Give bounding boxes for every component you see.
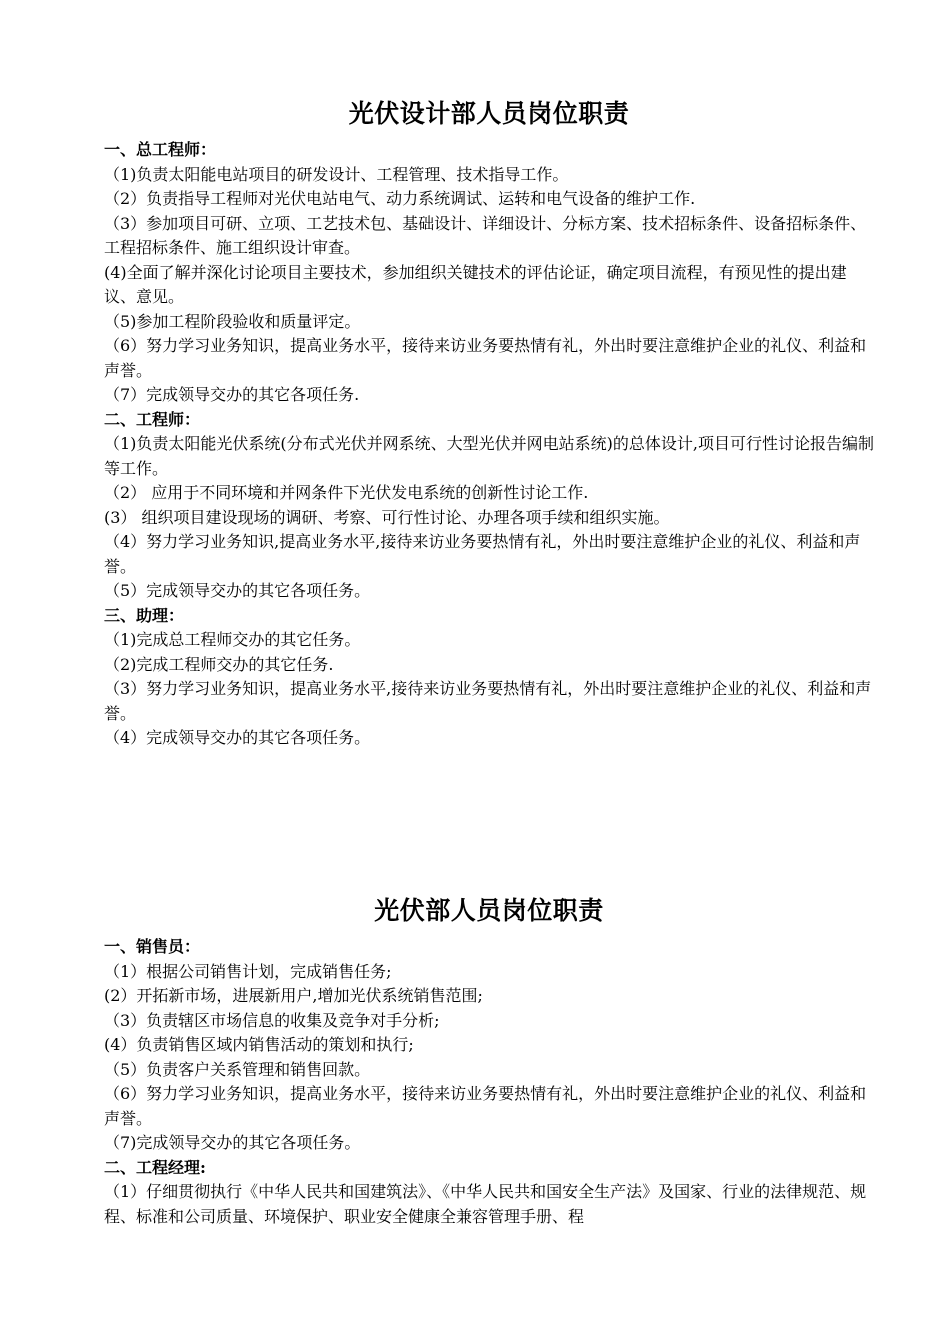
- duty-item: （1)负责太阳能光伏系统(分布式光伏并网系统、大型光伏并网电站系统)的总体设计,项目可行性讨论报告编制等工作。: [104, 434, 874, 478]
- duty-item: （2)完成工程师交办的其它任务.: [104, 654, 334, 674]
- role-heading: 一、销售员：: [104, 937, 201, 956]
- duty-item: （5）完成领导交办的其它各项任务。: [104, 581, 371, 600]
- duty-item: （4）完成领导交办的其它各项任务。: [104, 728, 371, 747]
- duty-item: (4)全面了解并深化讨论项目主要技术，参加组织关键技术的评估论证，确定项目流程，有预见性的提出建议、意见。: [104, 262, 847, 306]
- duty-item: (2）开拓新市场，进展新用户,增加光伏系统销售范围;: [104, 986, 483, 1005]
- duty-item: （2）负责指导工程师对光伏电站电气、动力系统调试、运转和电气设备的维护工作.: [104, 189, 696, 208]
- duty-item: (4）负责销售区域内销售活动的策划和执行;: [104, 1035, 414, 1054]
- role-heading: 二、工程经理:: [104, 1157, 206, 1177]
- role-heading: 一、总工程师：: [104, 140, 217, 159]
- page-title: 光伏设计部人员岗位职责: [348, 99, 630, 128]
- duty-item: （3）参加项目可研、立项、工艺技术包、基础设计、详细设计、分标方案、技术招标条件、设备招标条件、工程招标条件、施工组织设计审查。: [104, 213, 867, 257]
- duty-item: （1)负责太阳能电站项目的研发设计、工程管理、技术指导工作。: [104, 164, 569, 184]
- duty-item: （5)参加工程阶段验收和质量评定。: [104, 311, 361, 331]
- role-salesperson: [104, 935, 874, 1156]
- duty-item: （2） 应用于不同环境和并网条件下光伏发电系统的创新性讨论工作.: [104, 483, 589, 502]
- page-title: 光伏部人员岗位职责: [374, 896, 604, 925]
- duty-item: （6）努力学习业务知识，提高业务水平，接待来访业务要热情有礼，外出时要注意维护企业的礼仪、利益和声誉。: [104, 336, 867, 380]
- duty-item: （4）努力学习业务知识,提高业务水平,接待来访业务要热情有礼，外出时要注意维护企业的礼仪、利益和声誉。: [104, 532, 861, 576]
- duty-item: （1)完成总工程师交办的其它任务。: [104, 630, 361, 649]
- duty-item: （5）负责客户关系管理和销售回款。: [104, 1059, 371, 1079]
- duty-item: （7）完成领导交办的其它各项任务.: [104, 385, 360, 404]
- duty-item: （3）努力学习业务知识，提高业务水平,接待来访业务要热情有礼，外出时要注意维护企业的礼仪、利益和声誉。: [104, 679, 872, 723]
- role-project-manager: [104, 1156, 874, 1230]
- duty-item: （6）努力学习业务知识，提高业务水平，接待来访业务要热情有礼，外出时要注意维护企业的礼仪、利益和声誉。: [104, 1084, 867, 1128]
- duty-item: （3）负责辖区市场信息的收集及竞争对手分析;: [104, 1010, 440, 1030]
- duty-item: （1）仔细贯彻执行《中华人民共和国建筑法》、《中华人民共和国安全生产法》及国家、行业的法律规范、规程、标准和公司质量、环境保护、职业安全健康全兼容管理手册、程: [104, 1182, 867, 1226]
- role-assistant: [104, 604, 874, 751]
- duty-item: （1）根据公司销售计划，完成销售任务;: [104, 961, 392, 981]
- role-engineer: [104, 408, 874, 604]
- role-heading: 二、工程师：: [104, 409, 201, 429]
- pv-dept-section: [104, 893, 874, 1229]
- role-chief-engineer: [104, 138, 874, 408]
- role-heading: 三、助理：: [104, 605, 185, 625]
- duty-item: （7)完成领导交办的其它各项任务。: [104, 1133, 361, 1152]
- design-dept-section: [104, 96, 874, 751]
- duty-item: (3） 组织项目建设现场的调研、考察、可行性讨论、办理各项手续和组织实施。: [104, 507, 670, 527]
